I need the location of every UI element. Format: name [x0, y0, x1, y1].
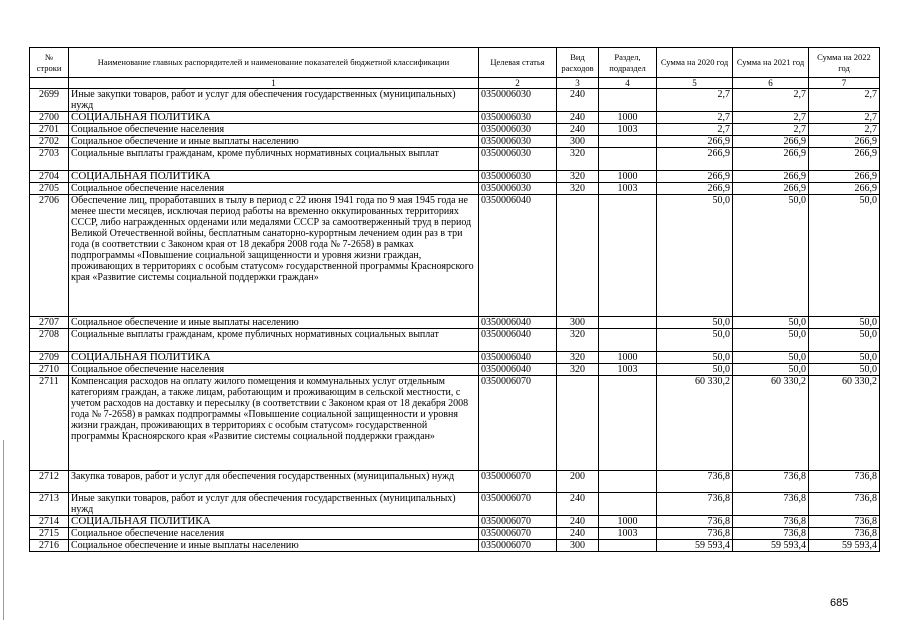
table-row — [30, 364, 880, 376]
row-number: 2708 — [30, 329, 69, 352]
row-sum-2021: 266,9 — [733, 183, 809, 195]
row-sum-2021: 60 330,2 — [733, 376, 809, 471]
row-exp-type: 320 — [557, 352, 599, 364]
row-name: Социальное обеспечение и иные выплаты населению — [69, 540, 479, 552]
table-row — [30, 195, 880, 317]
row-sum-2022: 50,0 — [809, 352, 880, 364]
row-sum-2020: 59 593,4 — [657, 540, 733, 552]
row-section — [599, 148, 657, 171]
row-section — [599, 376, 657, 471]
col-number: 4 — [599, 78, 657, 89]
row-sum-2020: 266,9 — [657, 171, 733, 183]
row-sum-2020: 2,7 — [657, 124, 733, 136]
table-row — [30, 528, 880, 540]
row-target: 0350006030 — [479, 183, 557, 195]
row-sum-2021: 736,8 — [733, 493, 809, 516]
header-row — [30, 48, 880, 78]
row-sum-2022: 266,9 — [809, 148, 880, 171]
row-target: 0350006030 — [479, 136, 557, 148]
row-exp-type — [557, 195, 599, 317]
row-target: 0350006030 — [479, 89, 557, 112]
row-sum-2022: 50,0 — [809, 329, 880, 352]
row-name: Обеспечение лиц, проработавших в тылу в период с 22 июня 1941 года по 9 мая 1945 года не менее шести месяцев, исключая период работы на временно оккупированных территориях СССР, либо награжденных орденами или медалями СССР за самоотверженный труд в период Великой Отечественной войны, бесплатным санаторно-курортным лечением один раз в три года (в соответствии с Законом края от 18 декабря 2008 года № 7-2658) в рамках подпрограммы «Повышение социальной защищенности и уровня жизни граждан, проживающих в территориях с особым статусом» государственной программы Красноярского края «Развитие системы социальной поддержки граждан» — [69, 195, 479, 317]
row-section — [599, 329, 657, 352]
row-number: 2706 — [30, 195, 69, 317]
row-number: 2701 — [30, 124, 69, 136]
row-exp-type: 240 — [557, 493, 599, 516]
row-name: Социальное обеспечение и иные выплаты населению — [69, 317, 479, 329]
row-section: 1003 — [599, 124, 657, 136]
row-name: СОЦИАЛЬНАЯ ПОЛИТИКА — [69, 112, 479, 124]
row-sum-2022: 2,7 — [809, 112, 880, 124]
row-number: 2715 — [30, 528, 69, 540]
row-target: 0350006070 — [479, 516, 557, 528]
row-target: 0350006040 — [479, 195, 557, 317]
row-sum-2021: 50,0 — [733, 195, 809, 317]
row-sum-2022: 736,8 — [809, 516, 880, 528]
col-number: 6 — [733, 78, 809, 89]
row-exp-type: 240 — [557, 124, 599, 136]
row-sum-2020: 50,0 — [657, 195, 733, 317]
page-number: 685 — [830, 597, 849, 609]
row-sum-2020: 50,0 — [657, 364, 733, 376]
row-section: 1003 — [599, 183, 657, 195]
row-exp-type: 240 — [557, 528, 599, 540]
header-sum-2022: Сумма на 2022 год — [809, 48, 880, 78]
row-number: 2702 — [30, 136, 69, 148]
table-row — [30, 148, 880, 171]
col-number: 3 — [557, 78, 599, 89]
row-sum-2021: 2,7 — [733, 112, 809, 124]
row-number: 2699 — [30, 89, 69, 112]
row-section: 1000 — [599, 352, 657, 364]
row-sum-2020: 2,7 — [657, 112, 733, 124]
row-name: Социальное обеспечение населения — [69, 124, 479, 136]
budget-table — [29, 47, 880, 552]
row-sum-2021: 59 593,4 — [733, 540, 809, 552]
row-sum-2020: 736,8 — [657, 493, 733, 516]
row-exp-type: 300 — [557, 317, 599, 329]
row-exp-type: 300 — [557, 540, 599, 552]
row-exp-type: 320 — [557, 183, 599, 195]
row-sum-2021: 50,0 — [733, 364, 809, 376]
row-target: 0350006070 — [479, 376, 557, 471]
row-exp-type: 320 — [557, 329, 599, 352]
header-target: Целевая статья — [479, 48, 557, 78]
row-target: 0350006040 — [479, 352, 557, 364]
header-exp-type: Вид расходов — [557, 48, 599, 78]
row-section — [599, 540, 657, 552]
row-sum-2020: 266,9 — [657, 136, 733, 148]
row-sum-2021: 266,9 — [733, 171, 809, 183]
row-sum-2020: 266,9 — [657, 183, 733, 195]
row-sum-2022: 2,7 — [809, 124, 880, 136]
row-exp-type: 240 — [557, 516, 599, 528]
row-sum-2021: 50,0 — [733, 352, 809, 364]
row-number: 2703 — [30, 148, 69, 171]
col-number: 5 — [657, 78, 733, 89]
table-row — [30, 124, 880, 136]
row-sum-2022: 266,9 — [809, 136, 880, 148]
row-sum-2020: 50,0 — [657, 329, 733, 352]
row-target: 0350006040 — [479, 329, 557, 352]
row-sum-2022: 50,0 — [809, 364, 880, 376]
row-name: Социальные выплаты гражданам, кроме публичных нормативных социальных выплат — [69, 329, 479, 352]
row-sum-2021: 50,0 — [733, 329, 809, 352]
row-name: Социальное обеспечение населения — [69, 183, 479, 195]
row-section — [599, 471, 657, 493]
row-name: Иные закупки товаров, работ и услуг для обеспечения государственных (муниципальных) нужд — [69, 89, 479, 112]
row-section: 1003 — [599, 528, 657, 540]
row-sum-2022: 50,0 — [809, 317, 880, 329]
scan-edge-line — [3, 440, 4, 620]
row-sum-2022: 266,9 — [809, 183, 880, 195]
row-sum-2020: 266,9 — [657, 148, 733, 171]
header-section: Раздел, подраздел — [599, 48, 657, 78]
row-exp-type: 320 — [557, 364, 599, 376]
row-name: Иные закупки товаров, работ и услуг для обеспечения государственных (муниципальных) нужд — [69, 493, 479, 516]
row-sum-2020: 60 330,2 — [657, 376, 733, 471]
row-exp-type: 240 — [557, 112, 599, 124]
header-sum-2020: Сумма на 2020 год — [657, 48, 733, 78]
table-body — [30, 89, 880, 552]
row-target: 0350006030 — [479, 148, 557, 171]
row-sum-2021: 736,8 — [733, 528, 809, 540]
table-row — [30, 183, 880, 195]
row-target: 0350006070 — [479, 493, 557, 516]
row-sum-2022: 60 330,2 — [809, 376, 880, 471]
row-target: 0350006030 — [479, 171, 557, 183]
col-number: 2 — [479, 78, 557, 89]
table-row — [30, 112, 880, 124]
col-number — [30, 78, 69, 89]
header-row-no: № строки — [30, 48, 69, 78]
row-sum-2020: 736,8 — [657, 471, 733, 493]
row-sum-2021: 736,8 — [733, 516, 809, 528]
column-number-row — [30, 78, 880, 89]
row-section — [599, 195, 657, 317]
row-section: 1000 — [599, 516, 657, 528]
row-section: 1000 — [599, 112, 657, 124]
row-sum-2020: 2,7 — [657, 89, 733, 112]
row-name: СОЦИАЛЬНАЯ ПОЛИТИКА — [69, 171, 479, 183]
row-sum-2021: 50,0 — [733, 317, 809, 329]
table-row — [30, 471, 880, 493]
table-row — [30, 171, 880, 183]
table-row — [30, 352, 880, 364]
row-sum-2021: 2,7 — [733, 89, 809, 112]
row-sum-2022: 736,8 — [809, 493, 880, 516]
row-target: 0350006030 — [479, 124, 557, 136]
row-target: 0350006070 — [479, 540, 557, 552]
row-sum-2022: 50,0 — [809, 195, 880, 317]
row-exp-type: 320 — [557, 171, 599, 183]
header-sum-2021: Сумма на 2021 год — [733, 48, 809, 78]
row-section — [599, 493, 657, 516]
table-row — [30, 89, 880, 112]
row-number: 2714 — [30, 516, 69, 528]
row-name: Социальное обеспечение и иные выплаты населению — [69, 136, 479, 148]
row-name: Компенсация расходов на оплату жилого помещения и коммунальных услуг отдельным категориям граждан, а также лицам, работающим и проживающим в сельской местности, с учетом расходов на доставку и пересылку (в соответствии с Законом края от 18 декабря 2008 года № 7-2658) в рамках подпрограммы «Повышение социальной защищенности и уровня жизни граждан, проживающих в территориях с особым статусом» государственной программы Красноярского края «Развитие системы социальной поддержки граждан» — [69, 376, 479, 471]
table-row — [30, 516, 880, 528]
row-sum-2022: 266,9 — [809, 171, 880, 183]
row-number: 2710 — [30, 364, 69, 376]
row-sum-2021: 736,8 — [733, 471, 809, 493]
row-sum-2021: 266,9 — [733, 148, 809, 171]
row-number: 2707 — [30, 317, 69, 329]
row-sum-2020: 736,8 — [657, 516, 733, 528]
row-target: 0350006040 — [479, 317, 557, 329]
row-target: 0350006070 — [479, 528, 557, 540]
col-number: 7 — [809, 78, 880, 89]
row-number: 2716 — [30, 540, 69, 552]
row-number: 2709 — [30, 352, 69, 364]
row-exp-type: 200 — [557, 471, 599, 493]
row-exp-type: 300 — [557, 136, 599, 148]
row-exp-type — [557, 376, 599, 471]
row-target: 0350006030 — [479, 112, 557, 124]
row-sum-2022: 736,8 — [809, 471, 880, 493]
row-sum-2020: 50,0 — [657, 352, 733, 364]
table-row — [30, 376, 880, 471]
row-sum-2021: 266,9 — [733, 136, 809, 148]
table-row — [30, 540, 880, 552]
row-section — [599, 89, 657, 112]
row-section: 1000 — [599, 171, 657, 183]
table-row — [30, 493, 880, 516]
row-number: 2712 — [30, 471, 69, 493]
row-exp-type: 320 — [557, 148, 599, 171]
row-section — [599, 136, 657, 148]
row-section — [599, 317, 657, 329]
row-sum-2022: 736,8 — [809, 528, 880, 540]
row-section: 1003 — [599, 364, 657, 376]
row-name: СОЦИАЛЬНАЯ ПОЛИТИКА — [69, 516, 479, 528]
row-number: 2700 — [30, 112, 69, 124]
row-name: Социальное обеспечение населения — [69, 364, 479, 376]
row-name: Социальное обеспечение населения — [69, 528, 479, 540]
col-number: 1 — [69, 78, 479, 89]
table-row — [30, 136, 880, 148]
row-sum-2020: 736,8 — [657, 528, 733, 540]
table-row — [30, 317, 880, 329]
table-row — [30, 329, 880, 352]
row-sum-2020: 50,0 — [657, 317, 733, 329]
row-sum-2021: 2,7 — [733, 124, 809, 136]
row-name: Закупка товаров, работ и услуг для обеспечения государственных (муниципальных) нужд — [69, 471, 479, 493]
row-number: 2711 — [30, 376, 69, 471]
row-exp-type: 240 — [557, 89, 599, 112]
row-number: 2705 — [30, 183, 69, 195]
row-sum-2022: 2,7 — [809, 89, 880, 112]
row-number: 2713 — [30, 493, 69, 516]
row-target: 0350006070 — [479, 471, 557, 493]
row-target: 0350006040 — [479, 364, 557, 376]
row-name: Социальные выплаты гражданам, кроме публичных нормативных социальных выплат — [69, 148, 479, 171]
header-name: Наименование главных распорядителей и наименование показателей бюджетной классификации — [69, 48, 479, 78]
row-name: СОЦИАЛЬНАЯ ПОЛИТИКА — [69, 352, 479, 364]
row-number: 2704 — [30, 171, 69, 183]
row-sum-2022: 59 593,4 — [809, 540, 880, 552]
